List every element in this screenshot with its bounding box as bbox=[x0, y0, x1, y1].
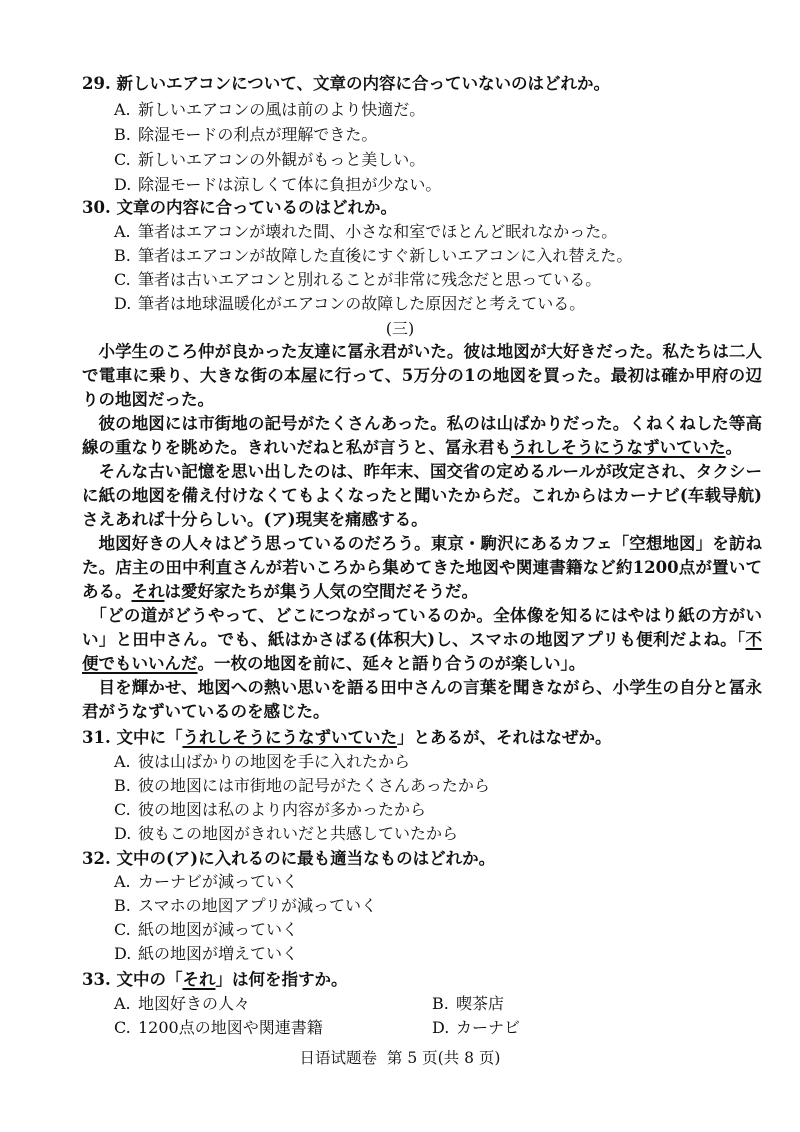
option-label: C. bbox=[114, 150, 131, 169]
option-label: B. bbox=[114, 246, 131, 265]
q33-option-b bbox=[432, 991, 504, 1014]
question-text: 31. 文中に「 bbox=[82, 728, 183, 747]
question-text: 33. 文中の「 bbox=[82, 970, 183, 989]
option-label: B. bbox=[432, 994, 449, 1013]
option-text: 紙の地図が増えていく bbox=[138, 944, 299, 963]
underlined-phrase: 不便でもいいんだ bbox=[82, 630, 762, 673]
q32-option-b bbox=[114, 893, 377, 916]
paragraph-text: 彼の地図には市街地の記号がたくさんあった。私のは山ばかりだった。くねくねした等高線の重なりを眺めた。きれいだねと私が言うと、冨永君も bbox=[82, 414, 762, 457]
option-text: 彼は山ばかりの地図を手に入れたから bbox=[138, 752, 411, 771]
option-label: C. bbox=[114, 270, 131, 289]
underlined-phrase: うれしそうにうなずいていた bbox=[182, 728, 397, 747]
passage-paragraph-5 bbox=[82, 604, 762, 676]
option-text: 彼の地図には市街地の記号がたくさんあったから bbox=[138, 776, 490, 795]
option-text: 除湿モードの利点が理解できた。 bbox=[138, 125, 378, 144]
option-text: 筆者は古いエアコンと別れることが非常に残念だと思っている。 bbox=[138, 270, 602, 289]
option-text: 除湿モードは涼しくて体に負担が少ない。 bbox=[138, 175, 442, 194]
option-label: A. bbox=[114, 100, 131, 119]
paragraph-text: 。 bbox=[725, 438, 742, 457]
paragraph-text: 地図好きの人々はどう思っているのだろう。東京・駒沢にあるカフェ「空想地図」を訪ねた。店主の田中利直さんが若いころから集めてきた地図や関連書籍など約1200点が置いてある。 bbox=[82, 534, 762, 601]
passage-paragraph-4 bbox=[82, 532, 762, 604]
q32-option-c bbox=[114, 917, 298, 940]
passage-paragraph-2 bbox=[82, 412, 762, 460]
option-label: D. bbox=[114, 824, 132, 843]
q31-option-c bbox=[114, 797, 426, 820]
q33-option-c bbox=[114, 1015, 323, 1038]
paragraph-text: 。一枚の地図を前に、延々と語り合うのが楽しい」。 bbox=[197, 654, 586, 673]
q31-option-d bbox=[114, 821, 458, 844]
option-text: カーナビが減っていく bbox=[138, 872, 299, 891]
option-text: 彼もこの地図がきれいだと共感していたから bbox=[138, 824, 459, 843]
option-text: 新しいエアコンの外観がもっと美しい。 bbox=[138, 150, 426, 169]
underlined-phrase: それ bbox=[131, 582, 165, 601]
option-label: A. bbox=[114, 994, 131, 1013]
q29-option-d bbox=[114, 172, 441, 195]
option-label: B. bbox=[114, 896, 131, 915]
option-text: 彼の地図は私のより内容が多かったから bbox=[138, 800, 427, 819]
question-33 bbox=[82, 966, 347, 990]
q29-option-b bbox=[114, 122, 377, 145]
option-text: 紙の地図が減っていく bbox=[138, 920, 299, 939]
question-30: 30. 文章の内容に合っているのはどれか。 bbox=[82, 198, 397, 217]
underlined-phrase: うれしそうにうなずいていた bbox=[511, 438, 726, 457]
q31-option-a bbox=[114, 749, 410, 772]
option-text: 新しいエアコンの風は前のより快適だ。 bbox=[138, 100, 426, 119]
option-label: A. bbox=[114, 872, 131, 891]
option-label: D. bbox=[114, 944, 132, 963]
passage-paragraph-6: 目を輝かせ、地図への熱い思いを語る田中さんの言葉を聞きながら、小学生の自分と冨永君がうなずいているのを感じた。 bbox=[82, 678, 762, 721]
q30-option-b bbox=[114, 243, 632, 266]
q31-option-b bbox=[114, 773, 490, 796]
option-text: 筆者はエアコンが故障した直後にすぐ新しいエアコンに入れ替えた。 bbox=[138, 246, 633, 265]
option-text: 喫茶店 bbox=[456, 994, 505, 1013]
question-32: 32. 文中の(ア)に入れるのに最も適当なものはどれか。 bbox=[82, 849, 496, 868]
q30-option-a bbox=[114, 219, 617, 242]
page-footer: 日语试题卷 第 5 页(共 8 页) bbox=[299, 1049, 501, 1067]
option-text: スマホの地図アプリが減っていく bbox=[138, 896, 378, 915]
option-text: カーナビ bbox=[456, 1018, 521, 1037]
option-label: C. bbox=[114, 920, 131, 939]
passage-paragraph-1: 小学生のころ仲が良かった友達に冨永君がいた。彼は地図が大好きだった。私たちは二人で電車に乗り、大きな街の本屋に行って、5万分の1の地図を買った。最初は確か甲府の辺りの地図だった。 bbox=[82, 342, 762, 409]
option-label: A. bbox=[114, 222, 131, 241]
section-title: (三) bbox=[385, 319, 415, 338]
question-29: 29. 新しいエアコンについて、文章の内容に合っていないのはどれか。 bbox=[82, 74, 610, 93]
option-label: D. bbox=[432, 1018, 450, 1037]
option-text: 筆者はエアコンが壊れた間、小さな和室でほとんど眠れなかった。 bbox=[138, 222, 618, 241]
underlined-phrase: それ bbox=[182, 970, 216, 989]
option-label: D. bbox=[114, 294, 132, 313]
option-label: D. bbox=[114, 175, 132, 194]
question-31 bbox=[82, 724, 611, 748]
passage-paragraph-3: そんな古い記憶を思い出したのは、昨年末、国交省の定めるルールが改定され、タクシーに紙の地図を備え付けなくてもよくなったと聞いたからだ。これからはカーナビ(车载导航)さえあれば十分らしい。(ア)現実を痛感する。 bbox=[82, 462, 762, 529]
q32-option-a bbox=[114, 869, 298, 892]
q33-option-a bbox=[114, 991, 250, 1014]
option-text: 1200点の地図や関連書籍 bbox=[138, 1018, 323, 1037]
option-label: B. bbox=[114, 125, 131, 144]
q33-option-d bbox=[432, 1015, 520, 1038]
q30-option-d bbox=[114, 291, 585, 314]
q32-option-d bbox=[114, 941, 298, 964]
paragraph-text: 「どの道がどうやって、どこにつながっているのか。全体像を知るにはやはり紙の方がいい」と田中さん。でも、紙はかさばる(体积大)し、スマホの地図アプリも便利だよね。「 bbox=[82, 606, 762, 649]
option-label: A. bbox=[114, 752, 131, 771]
option-label: C. bbox=[114, 1018, 131, 1037]
q30-option-c bbox=[114, 267, 601, 290]
option-text: 筆者は地球温暖化がエアコンの故障した原因だと考えている。 bbox=[138, 294, 586, 313]
question-text: 」は何を指すか。 bbox=[215, 970, 348, 989]
paragraph-text: は愛好家たちが集う人気の空間だそうだ。 bbox=[164, 582, 478, 601]
question-text: 」とあるが、それはなぜか。 bbox=[396, 728, 612, 747]
q29-option-c bbox=[114, 147, 425, 170]
option-label: B. bbox=[114, 776, 131, 795]
option-text: 地図好きの人々 bbox=[138, 994, 251, 1013]
q29-option-a bbox=[114, 97, 425, 120]
option-label: C. bbox=[114, 800, 131, 819]
